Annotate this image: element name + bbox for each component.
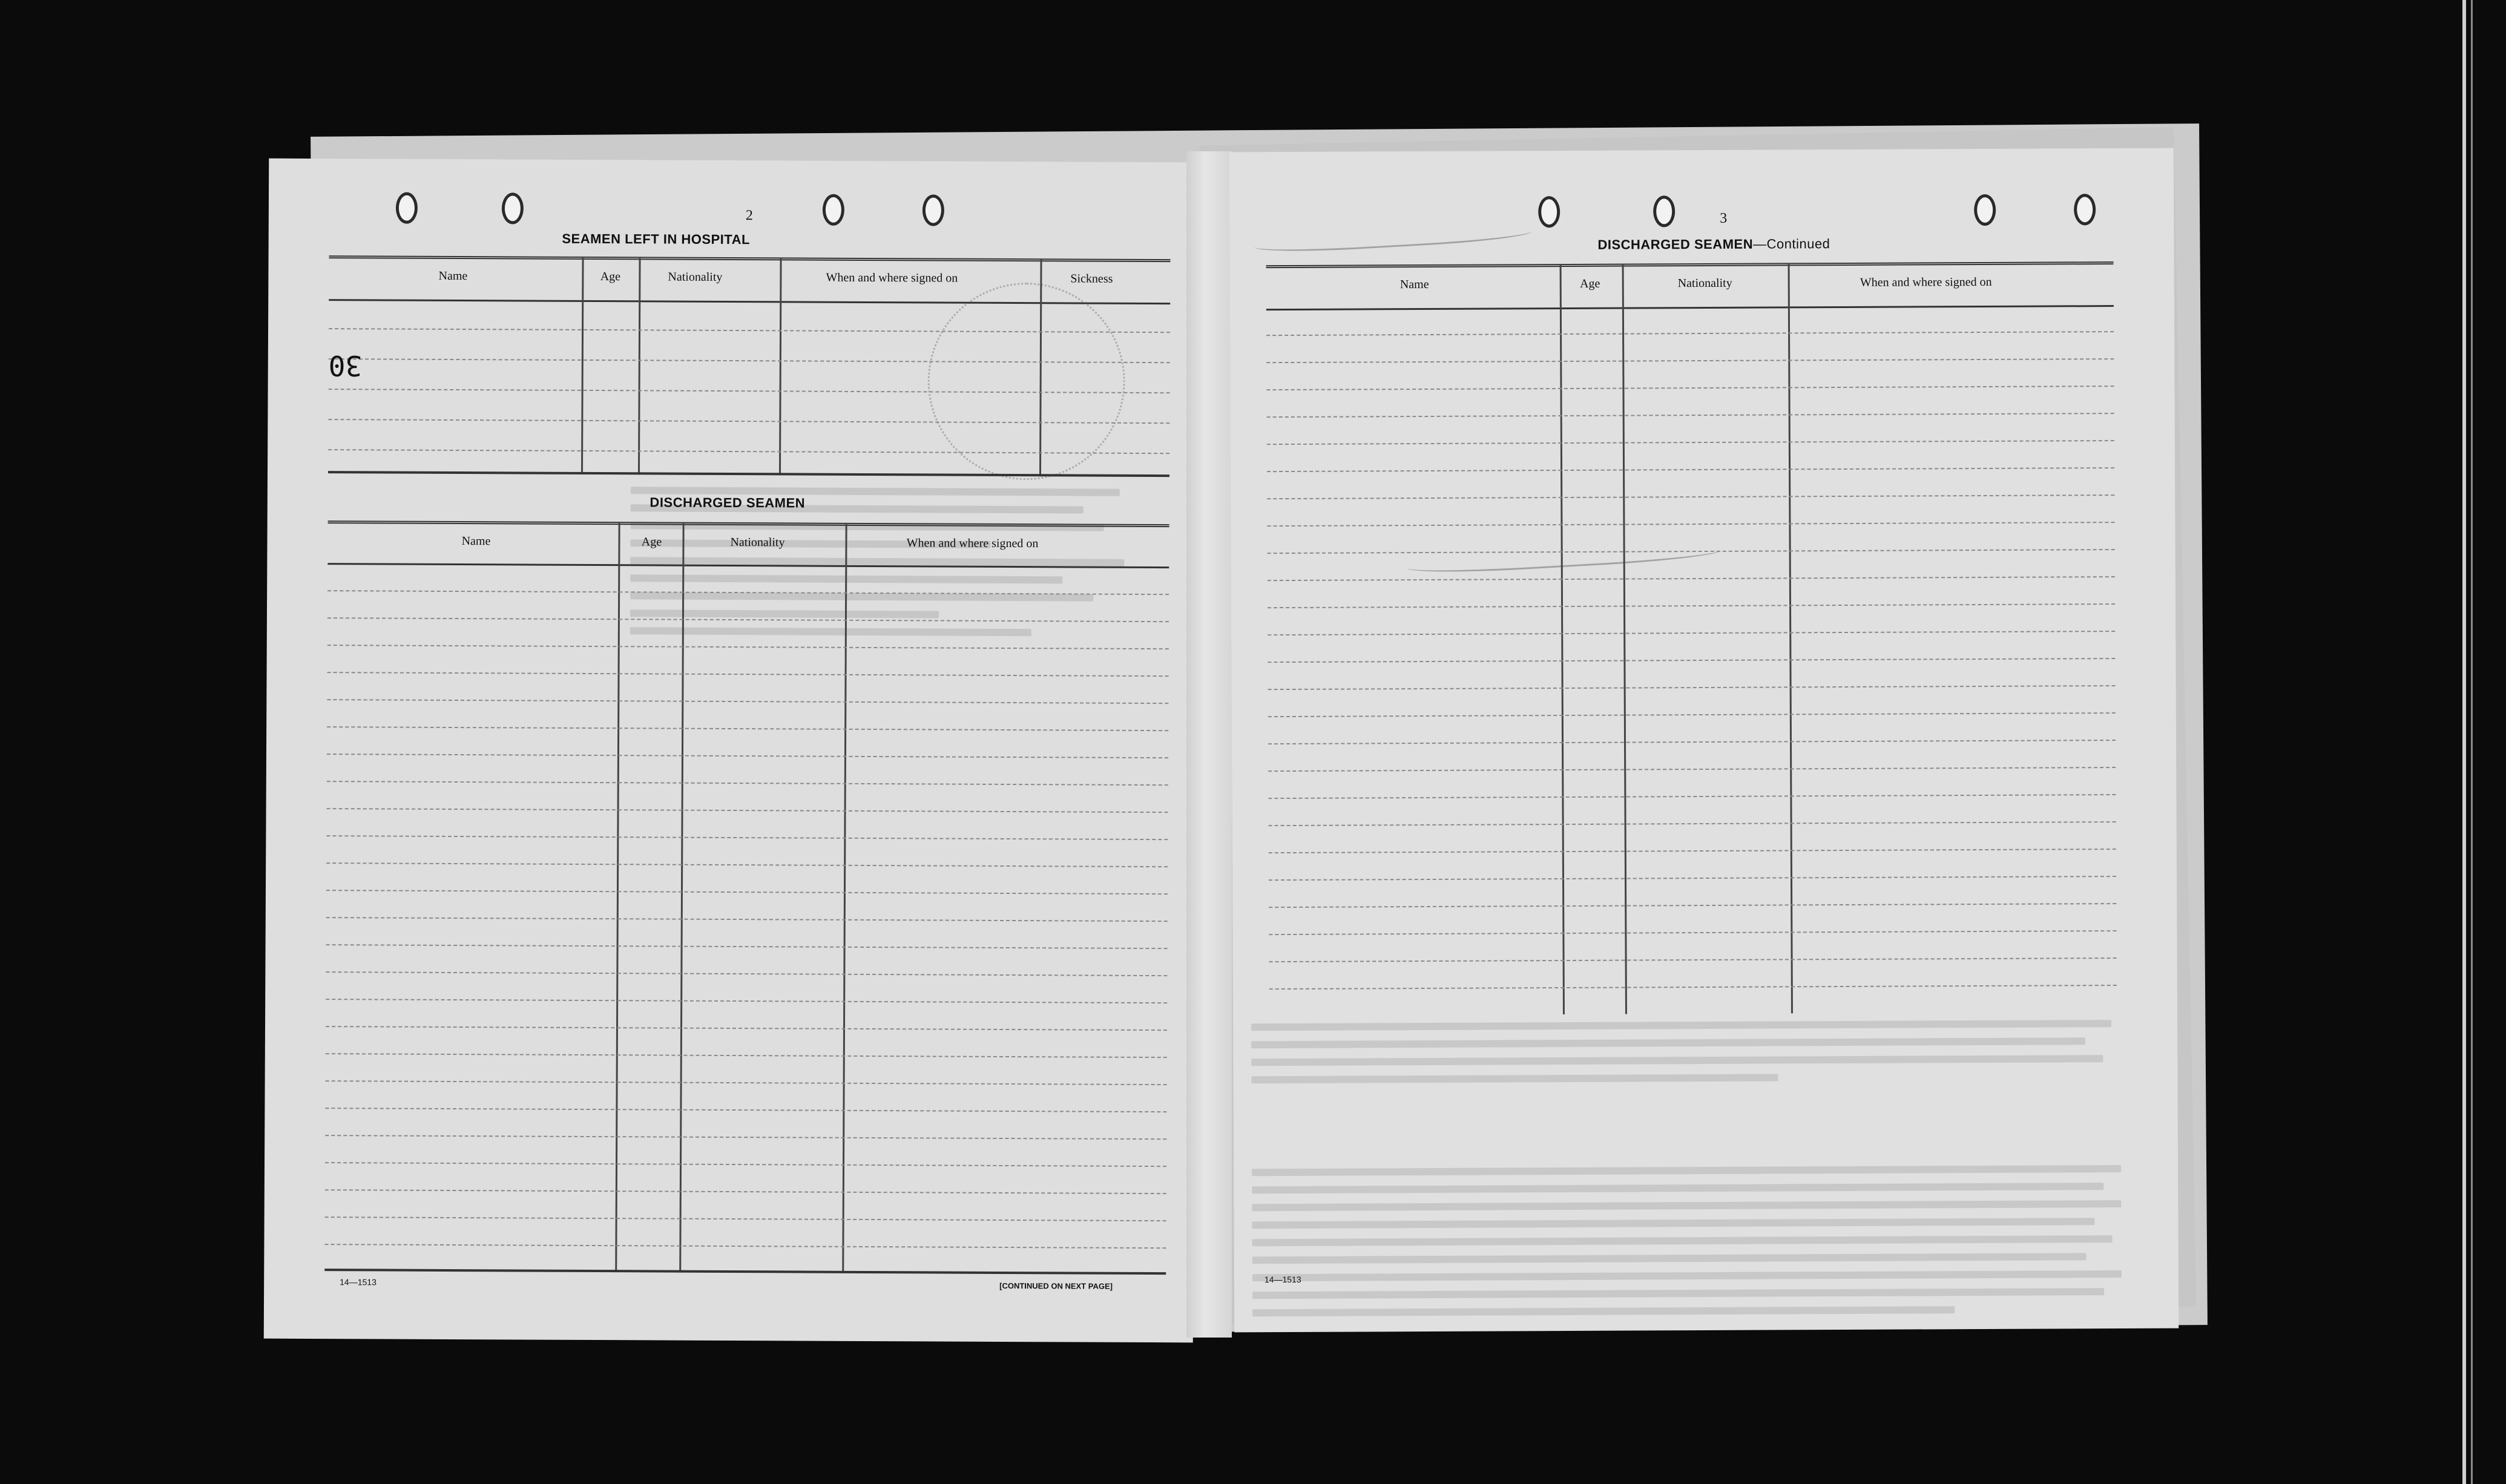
col-header-name: Name	[438, 269, 468, 283]
discharged-continued-table	[1266, 261, 2117, 1016]
right-page	[1229, 148, 2179, 1333]
bleed-through-text	[1252, 1165, 2130, 1327]
scanner-edge-line	[2462, 0, 2466, 1484]
table-row	[329, 328, 1170, 333]
col-header-name: Name	[461, 534, 491, 548]
page-number: 2	[745, 208, 753, 224]
table-row	[328, 449, 1169, 454]
form-number: 14—1513	[1264, 1274, 1301, 1285]
punch-hole	[396, 192, 418, 224]
col-header-age: Age	[1579, 277, 1600, 291]
hospital-table	[328, 255, 1171, 477]
left-page	[264, 159, 1198, 1343]
col-header-name: Name	[1399, 277, 1429, 292]
punch-hole	[1974, 194, 1996, 226]
hospital-section-title: SEAMEN LEFT IN HOSPITAL	[562, 231, 751, 248]
col-header-nationality: Nationality	[668, 270, 723, 284]
punch-hole	[1538, 196, 1560, 228]
discharged-continued-title	[1472, 235, 1956, 253]
col-header-nationality: Nationality	[730, 535, 785, 550]
handwritten-mark: 30	[328, 349, 363, 382]
col-header-signed-on: When and where signed on	[1860, 275, 1992, 289]
col-header-age: Age	[641, 535, 662, 549]
col-header-nationality: Nationality	[1677, 276, 1732, 291]
continued-note: [CONTINUED ON NEXT PAGE]	[999, 1281, 1113, 1291]
scanner-edge-line	[2471, 0, 2473, 1484]
col-header-signed-on: When and where signed on	[906, 536, 1039, 551]
col-header-sickness: Sickness	[1070, 272, 1113, 286]
punch-hole	[502, 192, 524, 224]
page-number: 3	[1720, 210, 1728, 226]
bleed-through-text	[1251, 1020, 2129, 1094]
punch-hole	[1653, 195, 1675, 227]
section-title-text: DISCHARGED SEAMEN	[1597, 236, 1754, 252]
discharged-table	[324, 520, 1169, 1275]
table-row	[329, 389, 1170, 393]
form-number: 14—1513	[340, 1277, 377, 1287]
col-header-age: Age	[600, 270, 621, 284]
section-title-suffix: —Continued	[1753, 236, 1830, 252]
discharged-section-title: DISCHARGED SEAMEN	[650, 494, 806, 511]
punch-hole	[922, 194, 944, 226]
punch-hole	[823, 194, 844, 226]
punch-hole	[2074, 194, 2096, 225]
col-header-signed-on: When and where signed on	[826, 271, 958, 285]
table-row	[329, 358, 1170, 363]
table-row	[328, 419, 1169, 424]
page-fold	[1186, 151, 1232, 1338]
